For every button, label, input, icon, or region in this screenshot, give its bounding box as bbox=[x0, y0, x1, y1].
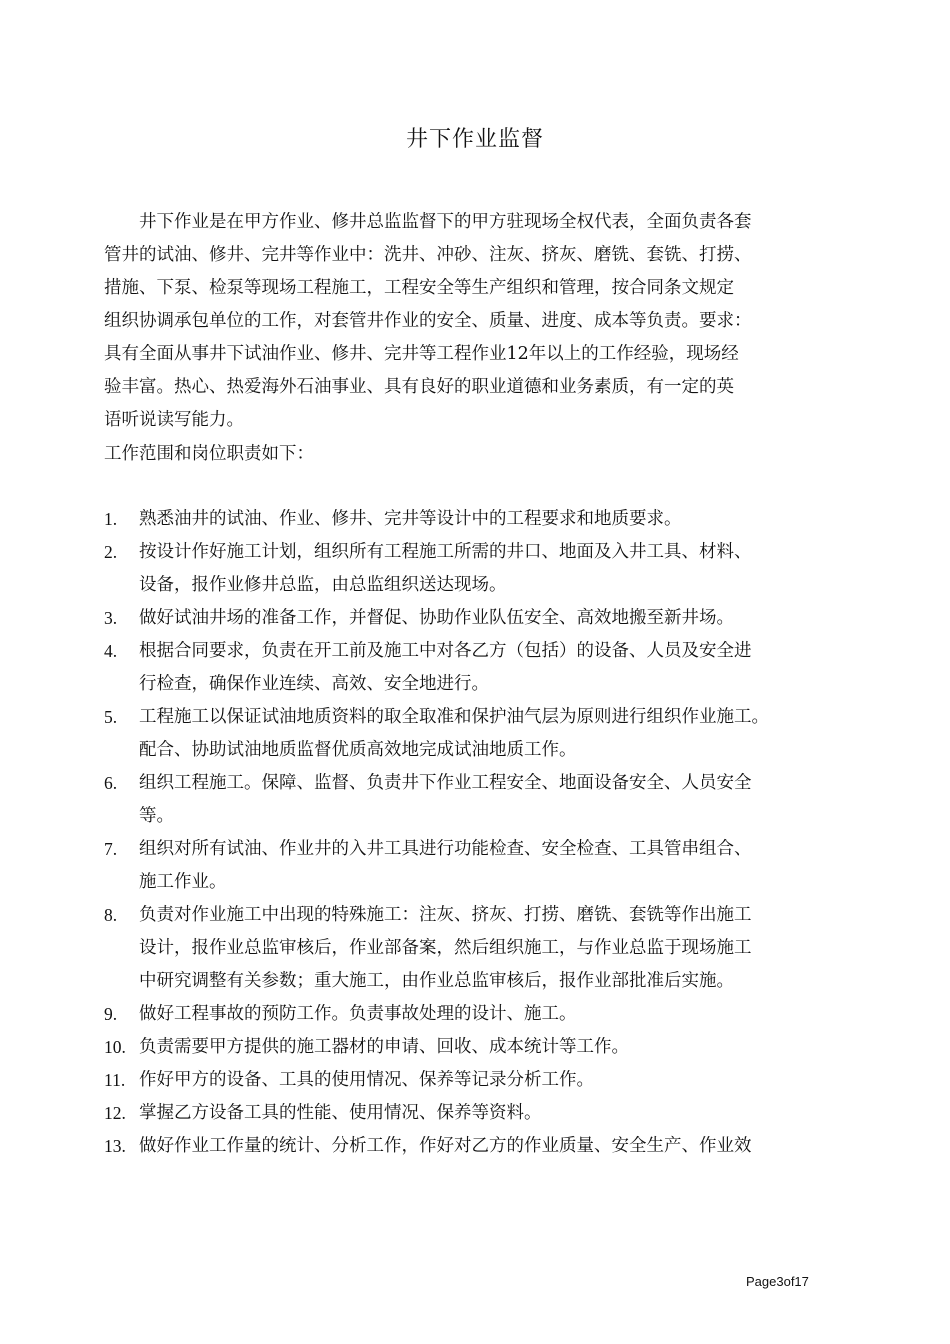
duty-number: 5. bbox=[104, 707, 118, 727]
duty-item bbox=[104, 1031, 874, 1064]
duty-line: 按设计作好施工计划，组织所有工程施工所需的井口、地面及入井工具、材料、 bbox=[139, 542, 752, 562]
intro-line: 措施、下泵、检泵等现场工程施工，工程安全等生产组织和管理，按合同条文规定 bbox=[104, 278, 734, 298]
duty-item bbox=[104, 1097, 874, 1130]
duty-text bbox=[139, 899, 874, 998]
duty-item bbox=[104, 602, 874, 635]
duty-item bbox=[104, 503, 874, 536]
duty-text bbox=[139, 602, 874, 635]
duty-text bbox=[139, 998, 874, 1031]
duty-item bbox=[104, 701, 874, 767]
duty-line: 熟悉油井的试油、作业、修井、完井等设计中的工程要求和地质要求。 bbox=[139, 509, 682, 529]
duty-line: 做好工程事故的预防工作。负责事故处理的设计、施工。 bbox=[139, 1004, 577, 1024]
duty-line: 行检查，确保作业连续、高效、安全地进行。 bbox=[139, 674, 489, 694]
duty-number: 7. bbox=[104, 839, 118, 859]
duty-item bbox=[104, 998, 874, 1031]
duty-line: 作好甲方的设备、工具的使用情况、保养等记录分析工作。 bbox=[139, 1070, 594, 1090]
duty-number: 6. bbox=[104, 773, 118, 793]
duty-text bbox=[139, 1130, 874, 1163]
duty-line: 做好作业工作量的统计、分析工作，作好对乙方的作业质量、安全生产、作业效 bbox=[139, 1136, 752, 1156]
scope-heading: 工作范围和岗位职责如下： bbox=[104, 444, 314, 464]
duty-line: 负责需要甲方提供的施工器材的申请、回收、成本统计等工作。 bbox=[139, 1037, 629, 1057]
duty-item bbox=[104, 635, 874, 701]
page-number: Page3of17 bbox=[746, 1274, 809, 1289]
duty-line: 掌握乙方设备工具的性能、使用情况、保养等资料。 bbox=[139, 1103, 542, 1123]
duty-number: 3. bbox=[104, 608, 118, 628]
duty-text bbox=[139, 536, 874, 602]
intro-line: 语听说读写能力。 bbox=[104, 410, 244, 430]
duty-text bbox=[139, 833, 874, 899]
duty-item bbox=[104, 1130, 874, 1163]
duty-text bbox=[139, 1097, 874, 1130]
duty-line: 工程施工以保证试油地质资料的取全取准和保护油气层为原则进行组织作业施工。 bbox=[139, 707, 769, 727]
duty-text bbox=[139, 503, 874, 536]
duty-line: 配合、协助试油地质监督优质高效地完成试油地质工作。 bbox=[139, 740, 577, 760]
document-title: 井下作业监督 bbox=[405, 127, 544, 152]
duty-number: 8. bbox=[104, 905, 118, 925]
intro-line: 组织协调承包单位的工作，对套管井作业的安全、质量、进度、成本等负责。要求： bbox=[104, 311, 752, 331]
duty-text bbox=[139, 635, 874, 701]
duty-item bbox=[104, 899, 874, 998]
duty-item bbox=[104, 767, 874, 833]
duty-item bbox=[104, 833, 874, 899]
duty-line: 做好试油井场的准备工作，并督促、协助作业队伍安全、高效地搬至新井场。 bbox=[139, 608, 734, 628]
duty-number: 11. bbox=[104, 1070, 126, 1090]
duty-number: 1. bbox=[104, 509, 118, 529]
duty-line: 施工作业。 bbox=[139, 872, 227, 892]
duty-line: 设备，报作业修井总监，由总监组织送达现场。 bbox=[139, 575, 507, 595]
intro-line: 具有全面从事井下试油作业、修井、完井等工程作业12年以上的工作经验，现场经 bbox=[104, 344, 739, 364]
duty-number: 9. bbox=[104, 1004, 118, 1024]
duty-text bbox=[139, 1064, 874, 1097]
duty-item bbox=[104, 536, 874, 602]
duty-number: 4. bbox=[104, 641, 118, 661]
duty-text bbox=[139, 767, 874, 833]
duty-number: 2. bbox=[104, 542, 118, 562]
duty-line: 根据合同要求，负责在开工前及施工中对各乙方（包括）的设备、人员及安全进 bbox=[139, 641, 752, 661]
duty-number: 10. bbox=[104, 1037, 126, 1057]
duty-line: 等。 bbox=[139, 806, 174, 826]
intro-line: 管井的试油、修井、完井等作业中：洗井、冲砂、注灰、挤灰、磨铣、套铣、打捞、 bbox=[104, 245, 752, 265]
duty-line: 中研究调整有关参数；重大施工，由作业总监审核后，报作业部批准后实施。 bbox=[139, 971, 734, 991]
intro-paragraph bbox=[104, 206, 864, 437]
duty-text bbox=[139, 701, 874, 767]
duty-line: 设计，报作业总监审核后，作业部备案，然后组织施工，与作业总监于现场施工 bbox=[139, 938, 752, 958]
duty-line: 组织对所有试油、作业井的入井工具进行功能检查、安全检查、工具管串组合、 bbox=[139, 839, 752, 859]
duty-line: 负责对作业施工中出现的特殊施工：注灰、挤灰、打捞、磨铣、套铣等作出施工 bbox=[139, 905, 752, 925]
duties-list bbox=[104, 503, 874, 1163]
duty-item bbox=[104, 1064, 874, 1097]
duty-line: 组织工程施工。保障、监督、负责井下作业工程安全、地面设备安全、人员安全 bbox=[139, 773, 752, 793]
intro-line: 验丰富。热心、热爱海外石油事业、具有良好的职业道德和业务素质，有一定的英 bbox=[104, 377, 734, 397]
duty-text bbox=[139, 1031, 874, 1064]
duty-number: 13. bbox=[104, 1136, 126, 1156]
duty-number: 12. bbox=[104, 1103, 126, 1123]
intro-line: 井下作业是在甲方作业、修井总监监督下的甲方驻现场全权代表，全面负责各套 bbox=[139, 212, 752, 232]
